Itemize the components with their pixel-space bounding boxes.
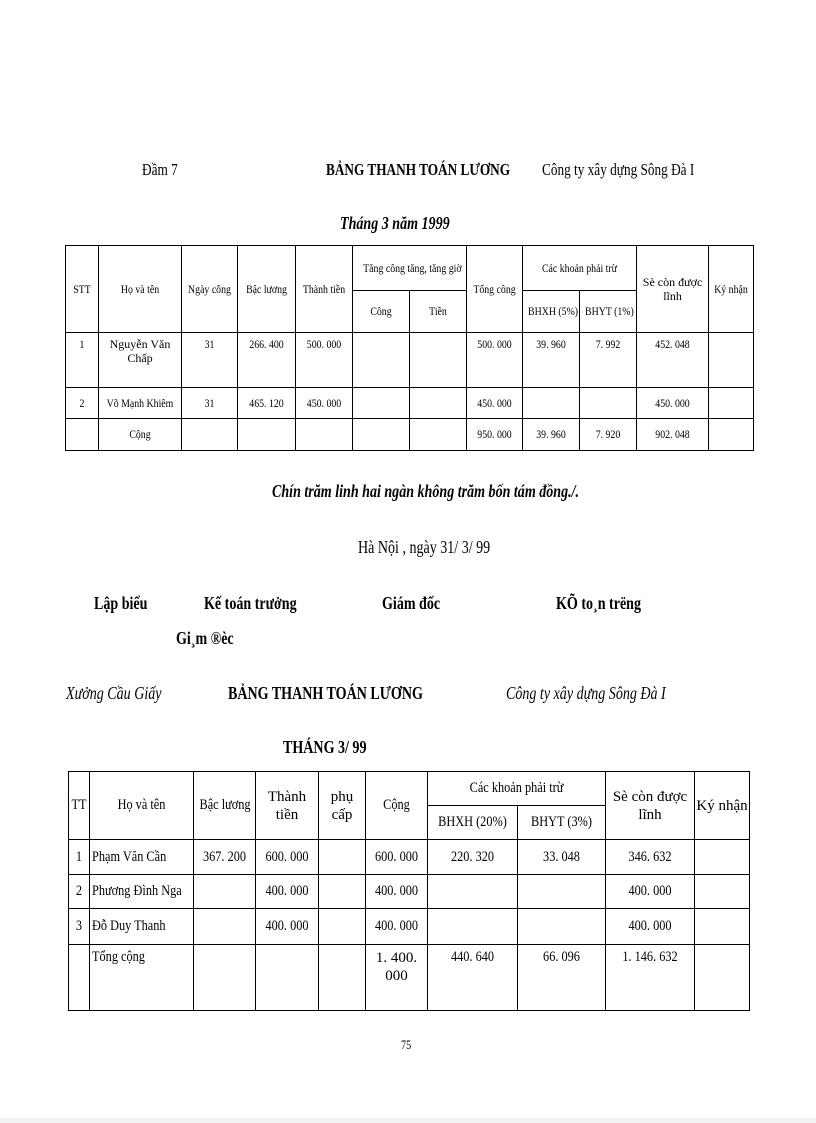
col-deductions: Các khoản phải trừ bbox=[523, 246, 637, 291]
doc2-company: Công ty xây dựng Sông Đà I bbox=[506, 683, 666, 703]
col-tt: TT bbox=[69, 772, 90, 840]
col-bhyt: BHYT (3%) bbox=[518, 806, 606, 840]
doc2-period: THÁNG 3/ 99 bbox=[283, 737, 367, 757]
col-overtime: Tăng công tăng, tăng giờ bbox=[353, 246, 467, 291]
table-row: 2 Phương Đình Nga 400. 000 400. 000 400. 000 bbox=[69, 875, 750, 909]
col-name: Họ và tên bbox=[99, 246, 182, 333]
col-remain: Sè còn được lĩnh bbox=[637, 246, 709, 333]
sig-garbled-2: Gi¸m ®èc bbox=[176, 628, 234, 648]
col-deductions: Các khoản phải trừ bbox=[428, 772, 606, 806]
table-row: 1 Nguyễn Văn Chấp 31 266. 400 500. 000 500. 000 39. 960 7. 992 452. 048 bbox=[66, 333, 754, 388]
company-name: Công ty xây dựng Sông Đà I bbox=[542, 160, 695, 179]
page-number: 75 bbox=[401, 1037, 412, 1052]
unit-label: Đầm 7 bbox=[142, 160, 178, 179]
col-sign: Ký nhận bbox=[709, 246, 754, 333]
col-amount: Thành tiền bbox=[256, 772, 319, 840]
doc1-table bbox=[65, 245, 754, 451]
col-bhxh: BHXH (20%) bbox=[428, 806, 518, 840]
col-total: Tổng công bbox=[467, 246, 523, 333]
col-grade: Bậc lương bbox=[194, 772, 256, 840]
col-ot-days: Công bbox=[353, 291, 410, 333]
sig-garbled-1: KÕ to¸n trëng bbox=[556, 593, 642, 613]
sum-row: Tổng cộng 1. 400. 000 440. 640 66. 096 1. 146. 632 bbox=[69, 945, 750, 1011]
doc1-period: Tháng 3 năm 1999 bbox=[340, 213, 450, 233]
col-allowance: phụ cấp bbox=[319, 772, 366, 840]
doc2-table bbox=[68, 771, 750, 1011]
col-ot-money: Tiền bbox=[410, 291, 467, 333]
page-bottom-strip bbox=[0, 1118, 816, 1123]
col-remain: Sè còn được lĩnh bbox=[606, 772, 695, 840]
table-row: 2 Võ Mạnh Khiêm 31 465. 120 450. 000 450. 000 450. 000 bbox=[66, 388, 754, 419]
col-name: Họ và tên bbox=[90, 772, 194, 840]
col-amount: Thành tiền bbox=[296, 246, 353, 333]
col-sum: Cộng bbox=[366, 772, 428, 840]
sig-chief-accountant: Kế toán trưởng bbox=[204, 593, 297, 613]
place-date: Hà Nội , ngày 31/ 3/ 99 bbox=[358, 537, 491, 557]
col-sign: Ký nhận bbox=[695, 772, 750, 840]
sum-row: Cộng 950. 000 39. 960 7. 920 902. 048 bbox=[66, 419, 754, 451]
sig-preparer: Lập biểu bbox=[94, 593, 148, 613]
col-grade: Bậc lương bbox=[238, 246, 296, 333]
doc1-title: BẢNG THANH TOÁN LƯƠNG bbox=[326, 160, 511, 179]
sig-director: Giám đốc bbox=[382, 593, 441, 613]
col-bhxh: BHXH (5%) bbox=[523, 291, 580, 333]
doc2-title: BẢNG THANH TOÁN LƯƠNG bbox=[228, 683, 423, 703]
col-days: Ngày công bbox=[182, 246, 238, 333]
col-bhyt: BHYT (1%) bbox=[580, 291, 637, 333]
workshop-label: Xưởng Cầu Giấy bbox=[66, 683, 162, 703]
table-row: 3 Đỗ Duy Thanh 400. 000 400. 000 400. 000 bbox=[69, 909, 750, 945]
col-stt: STT bbox=[66, 246, 99, 333]
table-row: 1 Phạm Văn Cần 367. 200 600. 000 600. 000 220. 320 33. 048 346. 632 bbox=[69, 840, 750, 875]
amount-in-words: Chín trăm linh hai ngàn không trăm bốn tám đồng./. bbox=[272, 481, 580, 501]
